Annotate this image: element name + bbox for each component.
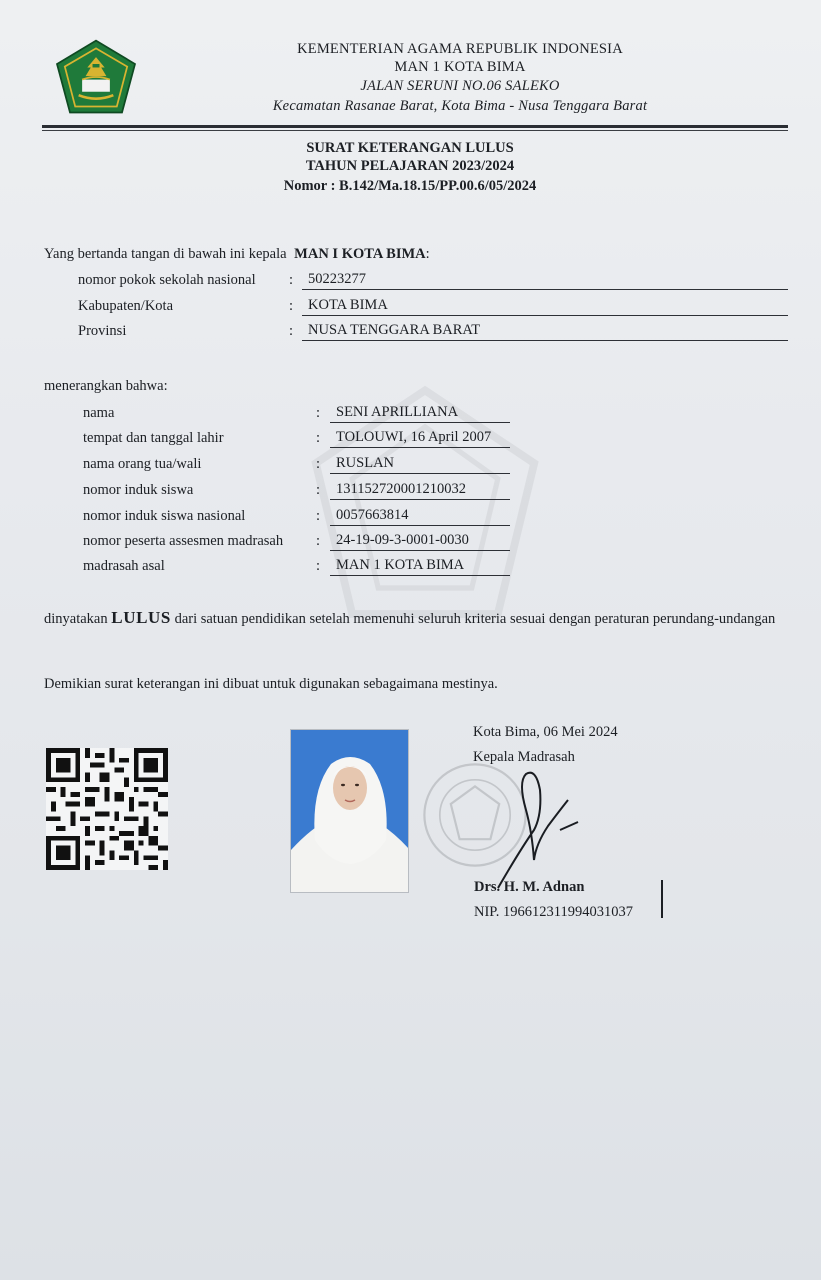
npsn-label: nomor pokok sekolah nasional [78,272,256,288]
intro-suffix: : [425,246,430,262]
colon: : [289,298,294,314]
qr-code-icon [46,748,168,870]
header-rule-thin [42,130,788,131]
nisn-value: 0057663814 [330,506,510,526]
headmaster-name: Drs. H. M. Adnan [474,879,585,895]
academic-year: TAHUN PELAJARAN 2023/2024 [305,158,515,174]
declare-label: menerangkan bahwa: [44,378,168,394]
closing-sentence: Demikian surat keterangan ini dibuat untuk digunakan sebagaimana mestinya. [44,676,498,692]
graduation-statement [44,607,786,630]
handwritten-signature-icon [490,760,600,890]
nis-value: 131152720001210032 [330,480,510,500]
statement-rest: dari satuan pendidikan setelah memenuhi seluruh kriteria sesuai dengan peraturan perundang-undangan [174,611,776,627]
intro-school: MAN I KOTA BIMA [294,246,426,262]
origin-school-value: MAN 1 KOTA BIMA [330,556,510,576]
intro-line [44,245,430,263]
document-title: SURAT KETERANGAN LULUS [306,140,514,156]
birth-label: tempat dan tanggal lahir [83,430,224,446]
colon: : [289,323,294,339]
signature-margin-mark [661,880,663,918]
npsn-value: 50223277 [302,270,788,290]
city-label: Kabupaten/Kota [78,298,174,314]
province-value: NUSA TENGGARA BARAT [302,321,788,341]
school-name: MAN 1 KOTA BIMA [394,59,526,75]
colon: : [316,405,321,421]
signature-place-date: Kota Bima, 06 Mei 2024 [473,724,618,740]
colon: : [316,533,321,549]
headmaster-nip: NIP. 196612311994031037 [474,904,633,920]
header-rule [42,125,788,128]
exam-number-label: nomor peserta assesmen madrasah [83,533,284,549]
birth-value: TOLOUWI, 16 April 2007 [330,428,510,448]
statement-prefix: dinyatakan [44,611,108,627]
colon: : [316,430,321,446]
city-value: KOTA BIMA [302,296,788,316]
colon: : [316,456,321,472]
colon: : [316,482,321,498]
student-name-label: nama [83,405,115,421]
province-label: Provinsi [78,323,127,339]
parent-value: RUSLAN [330,454,510,474]
colon: : [316,558,321,574]
school-street: JALAN SERUNI NO.06 SALEKO [360,78,560,94]
student-name-value: SENI APRILLIANA [330,403,510,423]
colon: : [289,272,294,288]
signature-position: Kepala Madrasah [473,749,575,765]
nis-label: nomor induk siswa [83,482,194,498]
document-number: Nomor : B.142/Ma.18.15/PP.00.6/05/2024 [283,178,537,194]
parent-label: nama orang tua/wali [83,456,202,472]
ministry-name: KEMENTERIAN AGAMA REPUBLIK INDONESIA [297,41,623,57]
origin-school-label: madrasah asal [83,558,165,574]
ministry-logo-icon [52,38,140,116]
student-portrait-icon [291,730,409,893]
exam-number-value: 24-19-09-3-0001-0030 [330,531,510,551]
student-photo [290,729,409,893]
school-district: Kecamatan Rasanae Barat, Kota Bima - Nusa Tenggara Barat [272,98,648,114]
graduation-result: LULUS [111,608,171,627]
nisn-label: nomor induk siswa nasional [83,508,246,524]
colon: : [316,508,321,524]
intro-prefix: Yang bertanda tangan di bawah ini kepala [44,246,287,262]
